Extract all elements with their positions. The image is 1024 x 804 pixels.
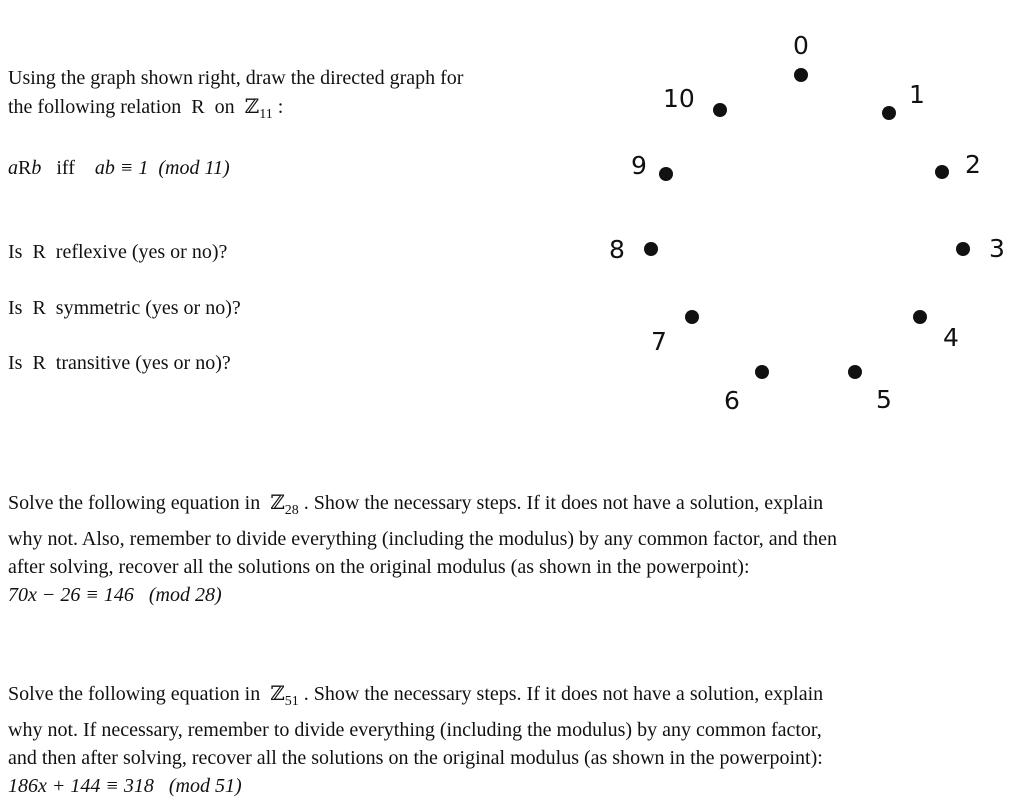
- relation-symbol: R: [32, 297, 46, 319]
- node-4-label: 4: [943, 323, 959, 352]
- q3-line-1: [8, 679, 823, 716]
- node-7-label: 7: [651, 327, 667, 356]
- node-2-label: 2: [965, 150, 981, 179]
- q2-line-3: after solving, recover all the solutions on the original modulus (as shown in the powerpoint):: [8, 556, 750, 578]
- on-word: on: [214, 96, 235, 118]
- q3-text-a: Solve the following equation in: [8, 683, 261, 705]
- node-1-dot[interactable]: [882, 106, 896, 120]
- q3-line-3: and then after solving, recover all the solutions on the original modulus (as shown in the powerpoint):: [8, 747, 823, 769]
- is-word: Is: [8, 297, 23, 319]
- rel-a: a: [8, 157, 18, 179]
- node-5-dot[interactable]: [848, 365, 862, 379]
- condition-mod: (mod 11): [158, 157, 230, 179]
- node-0-dot[interactable]: [794, 68, 808, 82]
- equation-mod: (mod 51): [168, 775, 242, 797]
- q2-line-2: why not. Also, remember to divide everything (including the modulus) by any common factor, and then: [8, 528, 838, 550]
- node-8-dot[interactable]: [644, 242, 658, 256]
- q3-line-2: why not. If necessary, remember to divide everything (including the modulus) by any common factor,: [8, 719, 822, 741]
- symmetric-text: symmetric (yes or no)?: [55, 297, 241, 319]
- modulus-subscript: 28: [284, 503, 299, 518]
- node-9-label: 9: [631, 151, 647, 180]
- relation-symbol: R: [32, 241, 46, 263]
- node-9-dot[interactable]: [659, 167, 673, 181]
- intro-line-1: Using the graph shown right, draw the directed graph for: [8, 67, 464, 89]
- q3-equation: [8, 772, 823, 800]
- equation-mod: (mod 28): [148, 584, 222, 606]
- node-10-label: 10: [663, 84, 695, 113]
- q2-text-a: Solve the following equation in: [8, 492, 261, 514]
- node-6-label: 6: [724, 386, 740, 415]
- rel-R: R: [18, 157, 32, 179]
- equation-question-z51: [8, 679, 823, 800]
- relation-symbol: R: [32, 352, 46, 374]
- node-2-dot[interactable]: [935, 165, 949, 179]
- equation: 186x + 144 ≡ 318: [8, 775, 154, 797]
- is-word: Is: [8, 352, 23, 374]
- node-5-label: 5: [876, 385, 892, 414]
- node-1-label: 1: [909, 80, 925, 109]
- node-8-label: 8: [609, 235, 625, 264]
- node-3-dot[interactable]: [956, 242, 970, 256]
- condition: ab ≡ 1: [94, 157, 149, 179]
- node-0-label: 0: [793, 31, 809, 60]
- colon: :: [277, 96, 284, 118]
- integers-symbol: ℤ: [270, 681, 285, 705]
- node-3-label: 3: [989, 234, 1005, 263]
- intro-text: the following relation: [8, 96, 182, 118]
- node-7-dot[interactable]: [685, 310, 699, 324]
- q2-line-1: [8, 488, 837, 525]
- is-word: Is: [8, 241, 23, 263]
- reflexive-text: reflexive (yes or no)?: [55, 241, 228, 263]
- rel-b: b: [31, 157, 42, 179]
- integers-symbol: ℤ: [244, 94, 260, 118]
- relation-symbol: R: [191, 96, 205, 118]
- iff-word: iff: [56, 157, 75, 179]
- node-10-dot[interactable]: [713, 103, 727, 117]
- modulus-subscript: 51: [284, 694, 299, 709]
- transitive-text: transitive (yes or no)?: [55, 352, 231, 374]
- q2-text-b: . Show the necessary steps. If it does not have a solution, explain: [303, 492, 824, 514]
- equation-question-z28: [8, 488, 837, 609]
- q2-equation: [8, 581, 837, 609]
- q3-text-b: . Show the necessary steps. If it does not have a solution, explain: [303, 683, 824, 705]
- modulus-subscript: 11: [259, 107, 273, 122]
- equation: 70x − 26 ≡ 146: [8, 584, 134, 606]
- node-4-dot[interactable]: [913, 310, 927, 324]
- node-6-dot[interactable]: [755, 365, 769, 379]
- integers-symbol: ℤ: [270, 490, 285, 514]
